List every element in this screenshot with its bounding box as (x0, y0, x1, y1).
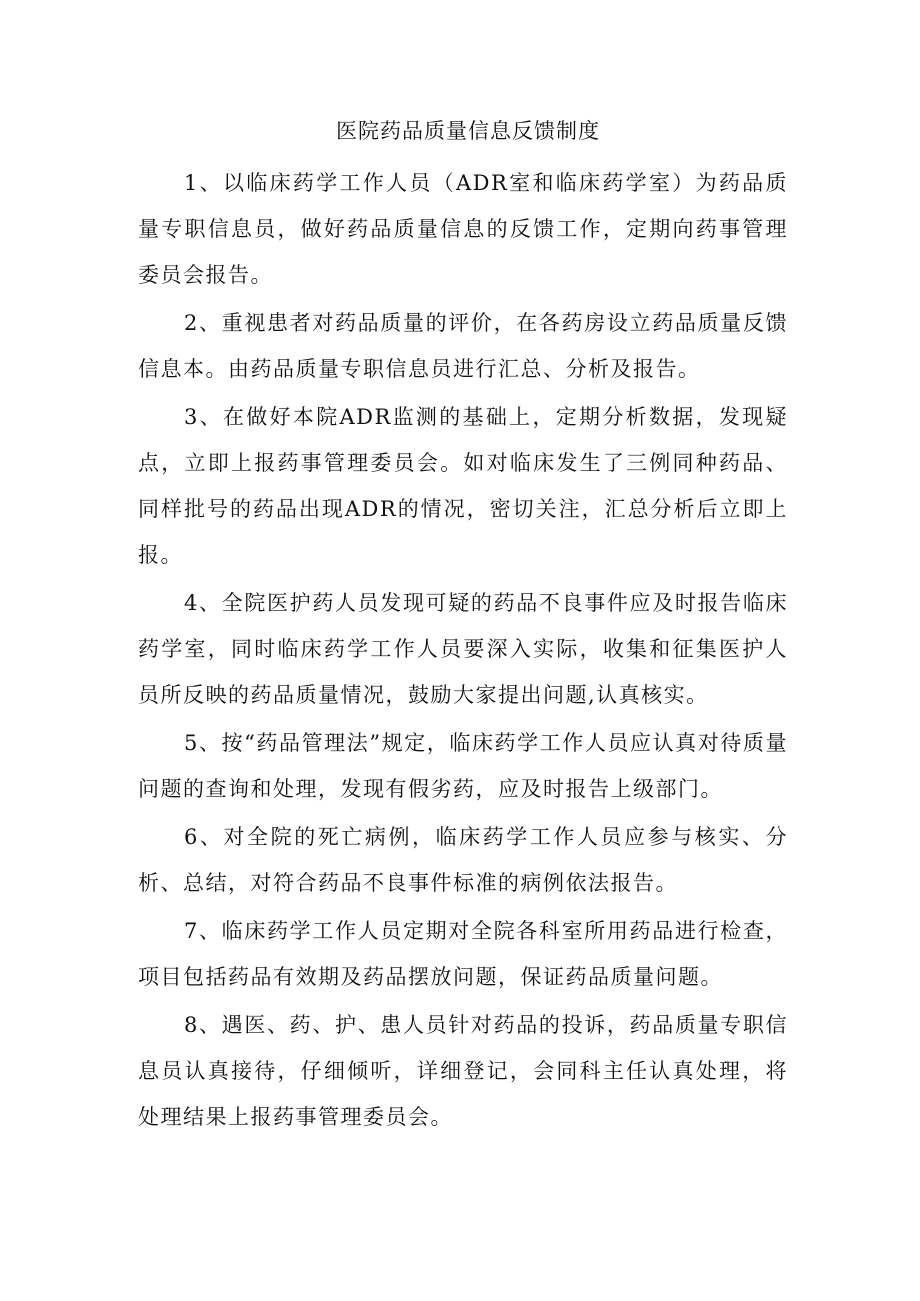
paragraph-3: 3、在做好本院ADR监测的基础上，定期分析数据，发现疑点，立即上报药事管理委员会。如对临床发生了三例同种药品、同样批号的药品出现ADR的情况，密切关注，汇总分析后立即上报。 (138, 405, 788, 567)
paragraph-1: 1、以临床药学工作人员（ADR室和临床药学室）为药品质量专职信息员，做好药品质量信息的反馈工作，定期向药事管理委员会报告。 (138, 171, 788, 287)
document-body (138, 112, 788, 1142)
paragraph-6: 6、对全院的死亡病例，临床药学工作人员应参与核实、分析、总结，对符合药品不良事件标准的病例依法报告。 (138, 825, 788, 895)
paragraph-7: 7、临床药学工作人员定期对全院各科室所用药品进行检查，项目包括药品有效期及药品摆放问题，保证药品质量问题。 (138, 919, 788, 989)
paragraph-5: 5、按“药品管理法”规定，临床药学工作人员应认真对待质量问题的查询和处理，发现有假劣药，应及时报告上级部门。 (138, 731, 788, 801)
paragraph-8: 8、遇医、药、护、患人员针对药品的投诉，药品质量专职信息员认真接待，仔细倾听，详细登记，会同科主任认真处理，将处理结果上报药事管理委员会。 (138, 1013, 788, 1129)
document-title: 医院药品质量信息反馈制度 (336, 119, 600, 143)
paragraph-2: 2、重视患者对药品质量的评价，在各药房设立药品质量反馈信息本。由药品质量专职信息员进行汇总、分析及报告。 (138, 311, 788, 381)
paragraph-4: 4、全院医护药人员发现可疑的药品不良事件应及时报告临床药学室，同时临床药学工作人员要深入实际，收集和征集医护人员所反映的药品质量情况，鼓励大家提出问题,认真核实。 (138, 591, 788, 707)
